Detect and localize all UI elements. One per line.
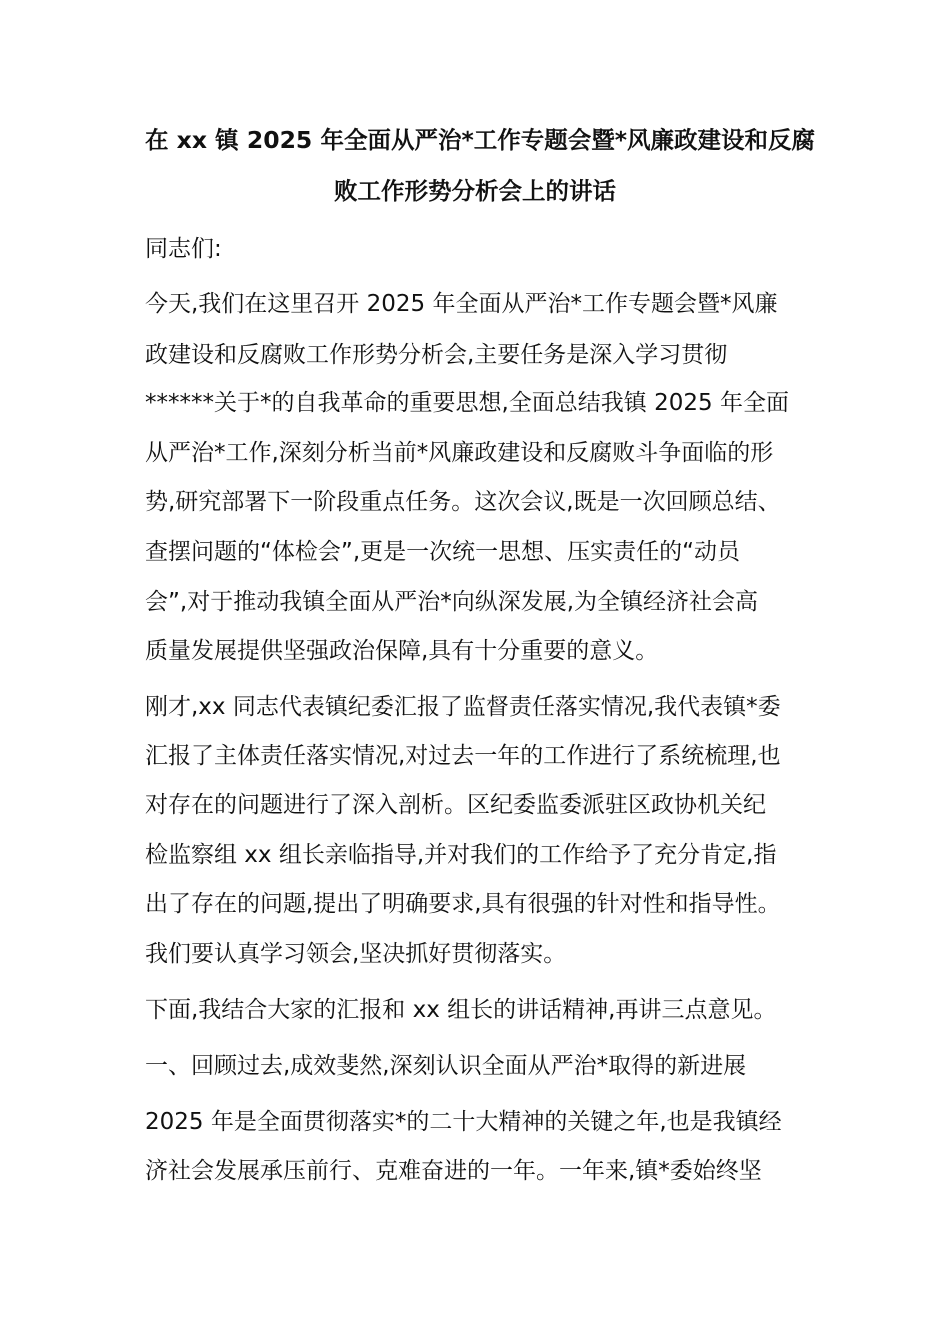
- paragraph-line: 刚才,xx 同志代表镇纪委汇报了监督责任落实情况,我代表镇*委: [145, 694, 781, 720]
- paragraph-line: 济社会发展承压前行、克难奋进的一年。一年来,镇*委始终坚: [145, 1158, 762, 1184]
- paragraph-line: ******关于*的自我革命的重要思想,全面总结我镇 2025 年全面: [145, 390, 789, 416]
- paragraph-line: 势,研究部署下一阶段重点任务。这次会议,既是一次回顾总结、: [145, 489, 781, 515]
- paragraph-line: 政建设和反腐败工作形势分析会,主要任务是深入学习贯彻: [145, 342, 728, 368]
- paragraph-line: 出了存在的问题,提出了明确要求,具有很强的针对性和指导性。: [145, 891, 781, 917]
- paragraph-line: 下面,我结合大家的汇报和 xx 组长的讲话精神,再讲三点意见。: [145, 997, 777, 1023]
- paragraph-line: 从严治*工作,深刻分析当前*风廉政建设和反腐败斗争面临的形: [145, 440, 774, 466]
- paragraph-line: 对存在的问题进行了深入剖析。区纪委监委派驻区政协机关纪: [145, 792, 766, 818]
- title-line-1: 在 xx 镇 2025 年全面从严治*工作专题会暨*风廉政建设和反腐: [145, 126, 816, 154]
- paragraph-line: 检监察组 xx 组长亲临指导,并对我们的工作给予了充分肯定,指: [145, 842, 777, 868]
- paragraph-line: 质量发展提供坚强政治保障,具有十分重要的意义。: [145, 638, 659, 664]
- paragraph-line: 我们要认真学习领会,坚决抓好贯彻落实。: [145, 941, 567, 967]
- greeting: 同志们:: [145, 236, 222, 262]
- title-line-2: 败工作形势分析会上的讲话: [334, 177, 616, 205]
- paragraph-line: 今天,我们在这里召开 2025 年全面从严治*工作专题会暨*风廉: [145, 291, 778, 317]
- paragraph-line: 会”,对于推动我镇全面从严治*向纵深发展,为全镇经济社会高: [145, 589, 759, 615]
- paragraph-line: 查摆问题的“体检会”,更是一次统一思想、压实责任的“动员: [145, 539, 741, 565]
- paragraph-line: 汇报了主体责任落实情况,对过去一年的工作进行了系统梳理,也: [145, 743, 781, 769]
- paragraph-line: 2025 年是全面贯彻落实*的二十大精神的关键之年,也是我镇经: [145, 1109, 782, 1135]
- section-heading: 一、回顾过去,成效斐然,深刻认识全面从严治*取得的新进展: [145, 1053, 747, 1079]
